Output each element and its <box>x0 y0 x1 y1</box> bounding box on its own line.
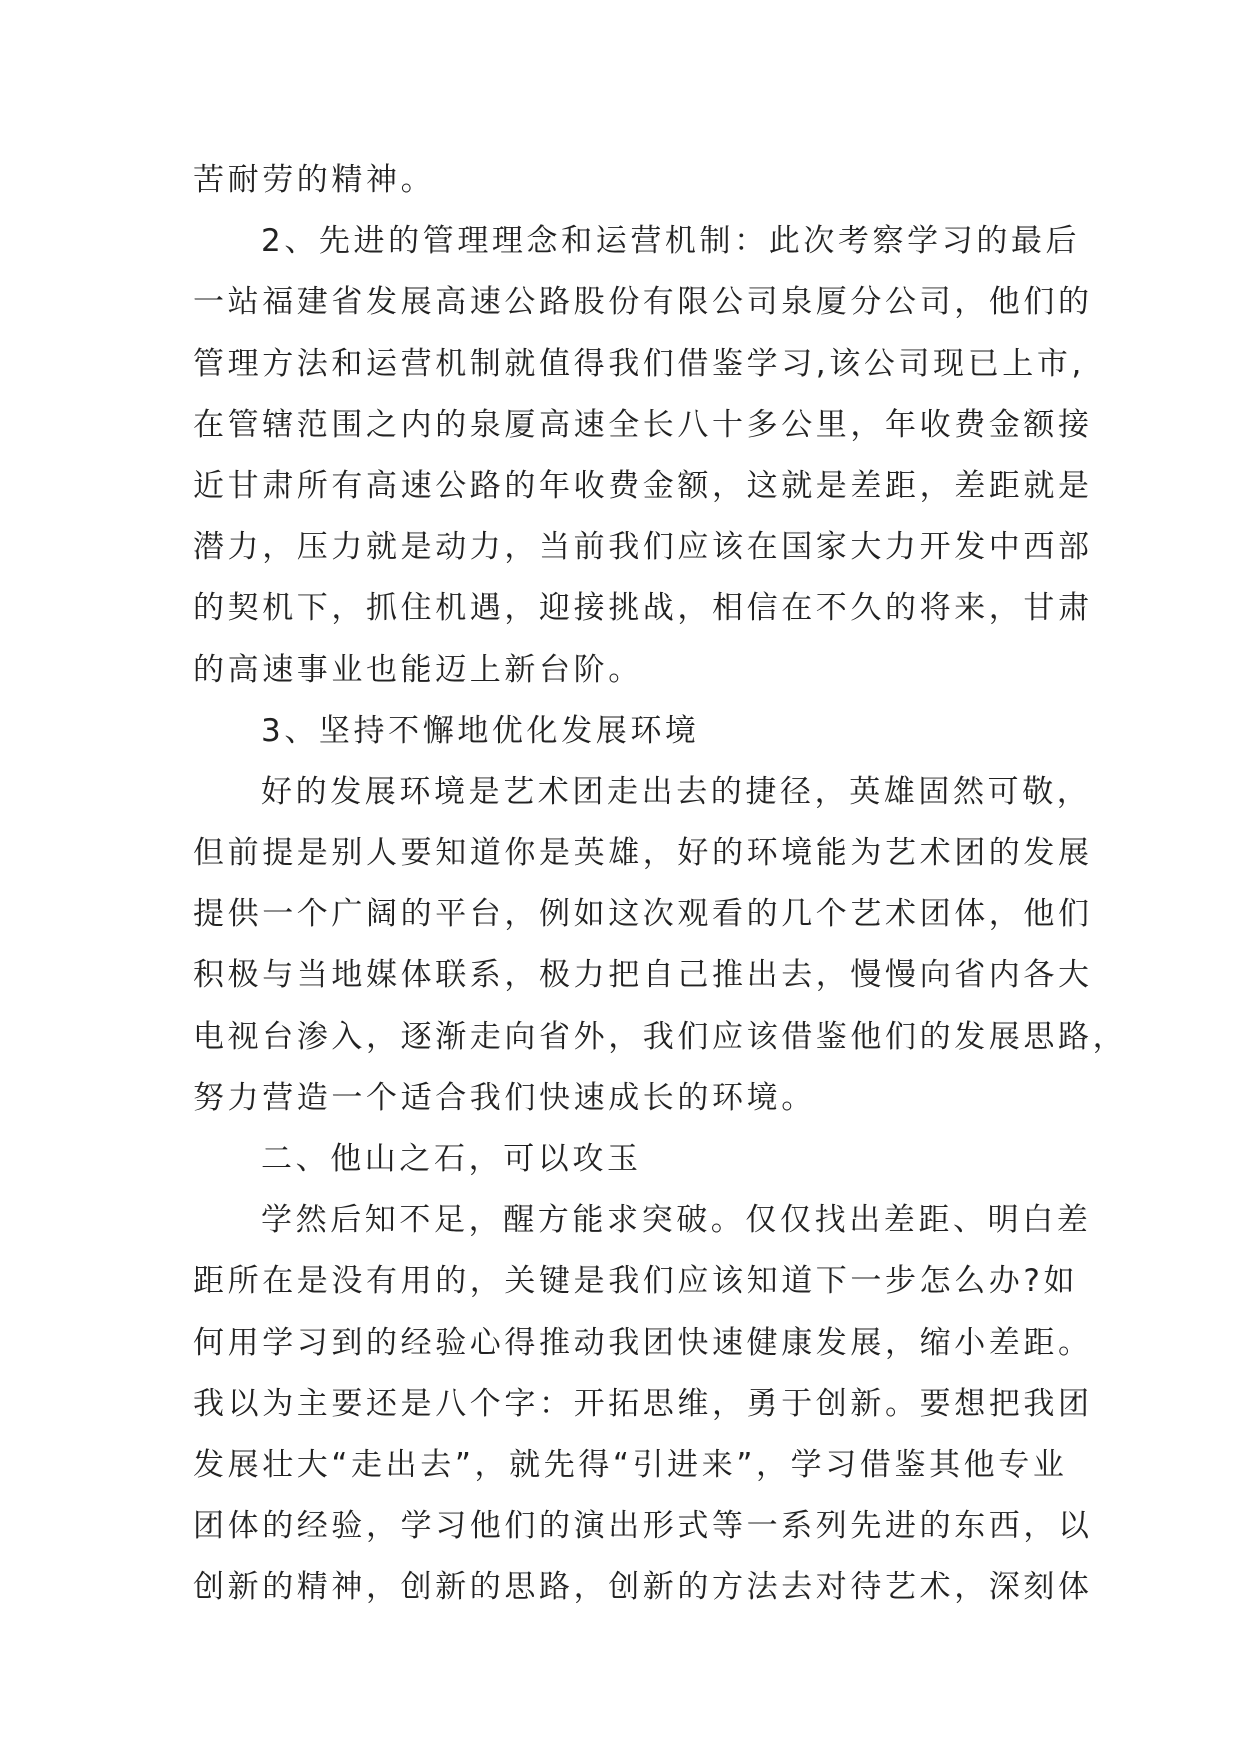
text-line: 一站福建省发展高速公路股份有限公司泉厦分公司，他们的 <box>193 284 1093 321</box>
section-heading: 3、坚持不懈地优化发展环境 <box>261 712 700 749</box>
text-line: 潜力，压力就是动力，当前我们应该在国家大力开发中西部 <box>193 529 1093 566</box>
text-line: 团体的经验，学习他们的演出形式等一系列先进的东西，以 <box>193 1508 1093 1545</box>
text-line: 苦耐劳的精神。 <box>193 162 436 198</box>
text-line: 距所在是没有用的，关键是我们应该知道下一步怎么办?如 <box>193 1263 1079 1300</box>
text-line: 何用学习到的经验心得推动我团快速健康发展，缩小差距。 <box>193 1324 1093 1361</box>
document-body <box>193 150 1128 1619</box>
text-line: 我以为主要还是八个字：开拓思维，勇于创新。要想把我团 <box>193 1385 1093 1422</box>
text-line: 好的发展环境是艺术团走出去的捷径，英雄固然可敬， <box>261 773 1092 810</box>
text-line: 发展壮大“走出去”，就先得“引进来”，学习借鉴其他专业 <box>193 1446 1068 1483</box>
text-line: 管理方法和运营机制就值得我们借鉴学习,该公司现已上市, <box>193 345 1085 382</box>
text-line: 2、先进的管理理念和运营机制：此次考察学习的最后 <box>261 223 1081 260</box>
text-line: 提供一个广阔的平台，例如这次观看的几个艺术团体，他们 <box>193 896 1093 933</box>
text-line: 在管辖范围之内的泉厦高速全长八十多公里，年收费金额接 <box>193 406 1093 443</box>
text-line: 积极与当地媒体联系，极力把自己推出去，慢慢向省内各大 <box>193 957 1093 994</box>
text-line: 电视台渗入，逐渐走向省外，我们应该借鉴他们的发展思路， <box>193 1018 1128 1055</box>
text-line: 创新的精神，创新的思路，创新的方法去对待艺术，深刻体 <box>193 1569 1093 1606</box>
text-line: 努力营造一个适合我们快速成长的环境。 <box>193 1079 816 1116</box>
text-line: 学然后知不足，醒方能求突破。仅仅找出差距、明白差 <box>261 1202 1092 1239</box>
section-heading: 二、他山之石，可以攻玉 <box>261 1141 642 1177</box>
text-line: 但前提是别人要知道你是英雄，好的环境能为艺术团的发展 <box>193 835 1093 872</box>
text-line: 的契机下，抓住机遇，迎接挑战，相信在不久的将来，甘肃 <box>193 590 1093 627</box>
text-line: 近甘肃所有高速公路的年收费金额，这就是差距，差距就是 <box>193 467 1093 504</box>
text-line: 的高速事业也能迈上新台阶。 <box>193 651 643 688</box>
